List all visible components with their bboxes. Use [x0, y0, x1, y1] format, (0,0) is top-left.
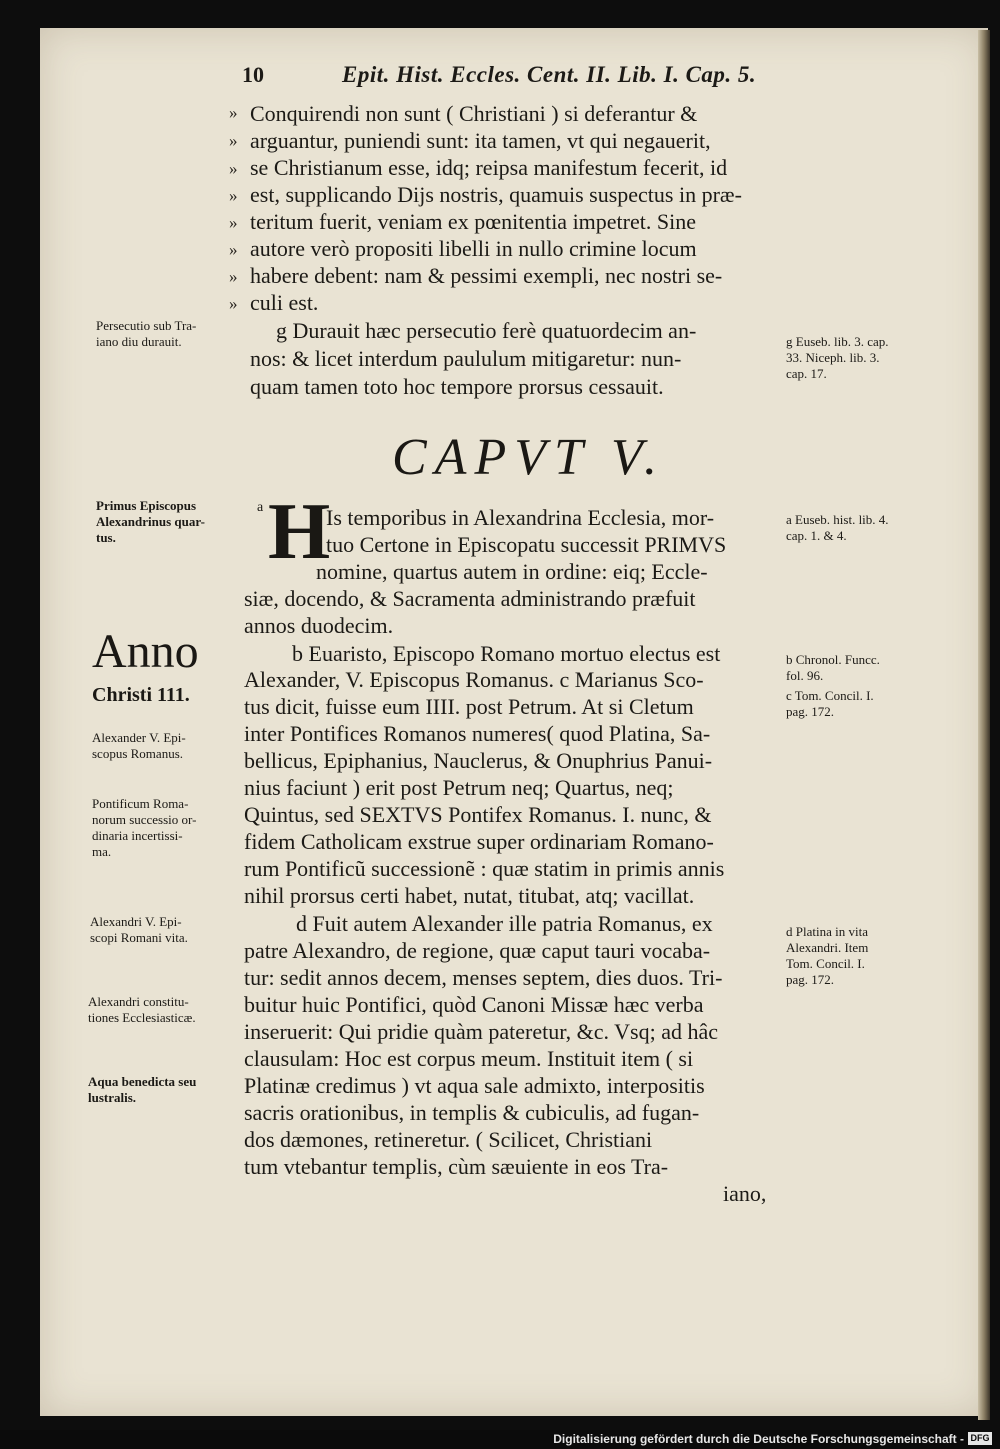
footnote-marker: a [257, 500, 264, 515]
text-line: nos: & licet interdum paululum mitigaretur: nun- [250, 346, 682, 371]
quote-mark: » [229, 240, 238, 259]
margin-note-line: fol. 96. [786, 668, 824, 683]
margin-note-left [96, 318, 196, 350]
margin-note-line: cap. 17. [786, 366, 827, 381]
margin-note-line: Alexandri V. Epi- [90, 914, 182, 929]
margin-note-line: Alexandri. Item [786, 940, 869, 955]
margin-note-line: Alexandri constitu- [88, 994, 189, 1009]
text-line: se Christianum esse, idq; reipsa manifestum fecerit, id [250, 155, 728, 180]
text-line: teritum fuerit, veniam ex pœnitentia impetret. Sine [250, 209, 696, 234]
dfg-logo: DFG [968, 1432, 992, 1445]
margin-note-left [88, 1074, 196, 1106]
margin-note-left [90, 914, 188, 946]
margin-note-left [92, 796, 196, 860]
text-line: fidem Catholicam exstrue super ordinariam Romano- [244, 829, 714, 854]
initial-capital: H [268, 488, 331, 576]
margin-note-line: c Tom. Concil. I. [786, 688, 874, 703]
margin-note-line: tiones Ecclesiasticæ. [88, 1010, 196, 1025]
margin-note-left [92, 730, 186, 762]
text-line: Conquirendi non sunt ( Christiani ) si deferantur & [250, 101, 698, 126]
text-line: Alexander, V. Episcopus Romanus. c Marianus Sco- [244, 667, 704, 692]
text-line: tur: sedit annos decem, menses septem, dies duos. Tri- [244, 965, 723, 990]
text-line: annos duodecim. [244, 613, 394, 638]
margin-note-line: pag. 172. [786, 704, 835, 719]
margin-note-right [786, 924, 868, 988]
text-line: bellicus, Epiphanius, Nauclerus, & Onuphrius Panui- [244, 748, 713, 773]
text-line: rum Pontificũ successionẽ : quæ statim in primis annis [244, 856, 725, 881]
text-line: nius faciunt ) erit post Petrum neq; Quartus, neq; [244, 775, 674, 800]
text-line: autore verò propositi libelli in nullo crimine locum [250, 236, 697, 261]
text-line: clausulam: Hoc est corpus meum. Instituit item ( si [244, 1046, 694, 1071]
text-line: quam tamen toto hoc tempore prorsus cessauit. [250, 374, 664, 399]
margin-note-line: lustralis. [88, 1090, 137, 1105]
margin-note-line: b Chronol. Funcc. [786, 652, 880, 667]
text-line: d Fuit autem Alexander ille patria Romanus, ex [296, 911, 713, 936]
margin-note-line: 33. Niceph. lib. 3. [786, 350, 880, 365]
text-line: tuo Certone in Episcopatu successit PRIMVS [326, 532, 727, 557]
text-line: iano, [723, 1181, 767, 1206]
margin-note-line: scopus Romanus. [92, 746, 183, 761]
margin-note-line: Pontificum Roma- [92, 796, 189, 811]
quote-mark: » [229, 213, 238, 232]
text-line: siæ, docendo, & Sacramenta administrando præfuit [244, 586, 696, 611]
running-title: Epit. Hist. Eccles. Cent. II. Lib. I. Cap. 5. [342, 62, 757, 87]
funding-notice: Digitalisierung gefördert durch die Deutsche Forschungsgemeinschaft - [553, 1432, 964, 1446]
text-line: dos dæmones, retineretur. ( Scilicet, Christiani [244, 1127, 653, 1152]
text-line: sacris orationibus, in templis & cubiculis, ad fugan- [244, 1100, 700, 1125]
margin-note-line: d Platina in vita [786, 924, 868, 939]
margin-note-line: scopi Romani vita. [90, 930, 188, 945]
text-line: nihil prorsus certi habet, nutat, titubat, atq; vacillat. [244, 883, 695, 908]
text-line: b Euaristo, Episcopo Romano mortuo electus est [292, 641, 721, 666]
margin-note-left [88, 994, 196, 1026]
text-line: habere debent: nam & pessimi exempli, nec nostri se- [250, 263, 723, 288]
text-line: buitur huic Pontifici, quòd Canoni Missæ hæc verba [244, 992, 704, 1017]
margin-note-left [96, 498, 205, 546]
quote-mark: » [229, 131, 238, 150]
margin-note-line: cap. 1. & 4. [786, 528, 847, 543]
margin-note-line: Persecutio sub Tra- [96, 318, 197, 333]
margin-note-line: Alexandrinus quar- [96, 514, 205, 529]
text-line: Quintus, sed SEXTVS Pontifex Romanus. I. nunc, & [244, 802, 712, 827]
text-line: arguantur, puniendi sunt: ita tamen, vt qui negauerit, [250, 128, 711, 153]
margin-note-right [786, 512, 889, 544]
year-label-christi: Christi 111. [92, 684, 190, 706]
margin-note-line: a Euseb. hist. lib. 4. [786, 512, 889, 527]
margin-note-line: Alexander V. Epi- [92, 730, 186, 745]
page-number: 10 [242, 62, 264, 87]
margin-note-line: ma. [92, 844, 112, 859]
quote-mark: » [229, 186, 238, 205]
margin-note-right [786, 688, 874, 720]
margin-note-line: dinaria incertissi- [92, 828, 183, 843]
margin-note-line: iano diu durauit. [96, 334, 182, 349]
margin-note-right [786, 652, 880, 684]
text-line: inseruerit: Qui pridie quàm pateretur, &c. Vsq; ad hâc [244, 1019, 719, 1044]
text-line: inter Pontifices Romanos numeres( quod Platina, Sa- [244, 721, 711, 746]
text-line: tum vtebantur templis, cùm sæuiente in eos Tra- [244, 1154, 669, 1179]
margin-note-line: Primus Episcopus [96, 498, 197, 513]
page-edge [978, 30, 990, 1420]
margin-note-line: norum successio or- [92, 812, 197, 827]
text-line: patre Alexandro, de regione, quæ caput tauri vocaba- [244, 938, 711, 963]
text-line: culi est. [250, 290, 319, 315]
text-line: est, supplicando Dijs nostris, quamuis suspectus in præ- [250, 182, 742, 207]
margin-note-line: tus. [96, 530, 116, 545]
text-line: tus dicit, fuisse eum IIII. post Petrum. At si Cletum [244, 694, 694, 719]
margin-note-line: pag. 172. [786, 972, 835, 987]
quote-mark: » [229, 159, 238, 178]
margin-note-line: Tom. Concil. I. [786, 956, 865, 971]
quote-mark: » [229, 294, 238, 313]
margin-note-right [786, 334, 889, 382]
text-line: g Durauit hæc persecutio ferè quatuordecim an- [276, 318, 697, 343]
text-line: Platinæ credimus ) vt aqua sale admixto, interpositis [244, 1073, 705, 1098]
text-line: Is temporibus in Alexandrina Ecclesia, mor- [326, 505, 715, 530]
text-line: nomine, quartus autem in ordine: eiq; Eccle- [316, 559, 708, 584]
chapter-heading: CAPVT V. [392, 429, 666, 486]
quote-mark: » [229, 103, 238, 122]
margin-note-line: Aqua benedicta seu [88, 1074, 197, 1089]
quote-mark: » [229, 267, 238, 286]
year-label-anno: Anno [92, 625, 199, 678]
margin-note-line: g Euseb. lib. 3. cap. [786, 334, 889, 349]
